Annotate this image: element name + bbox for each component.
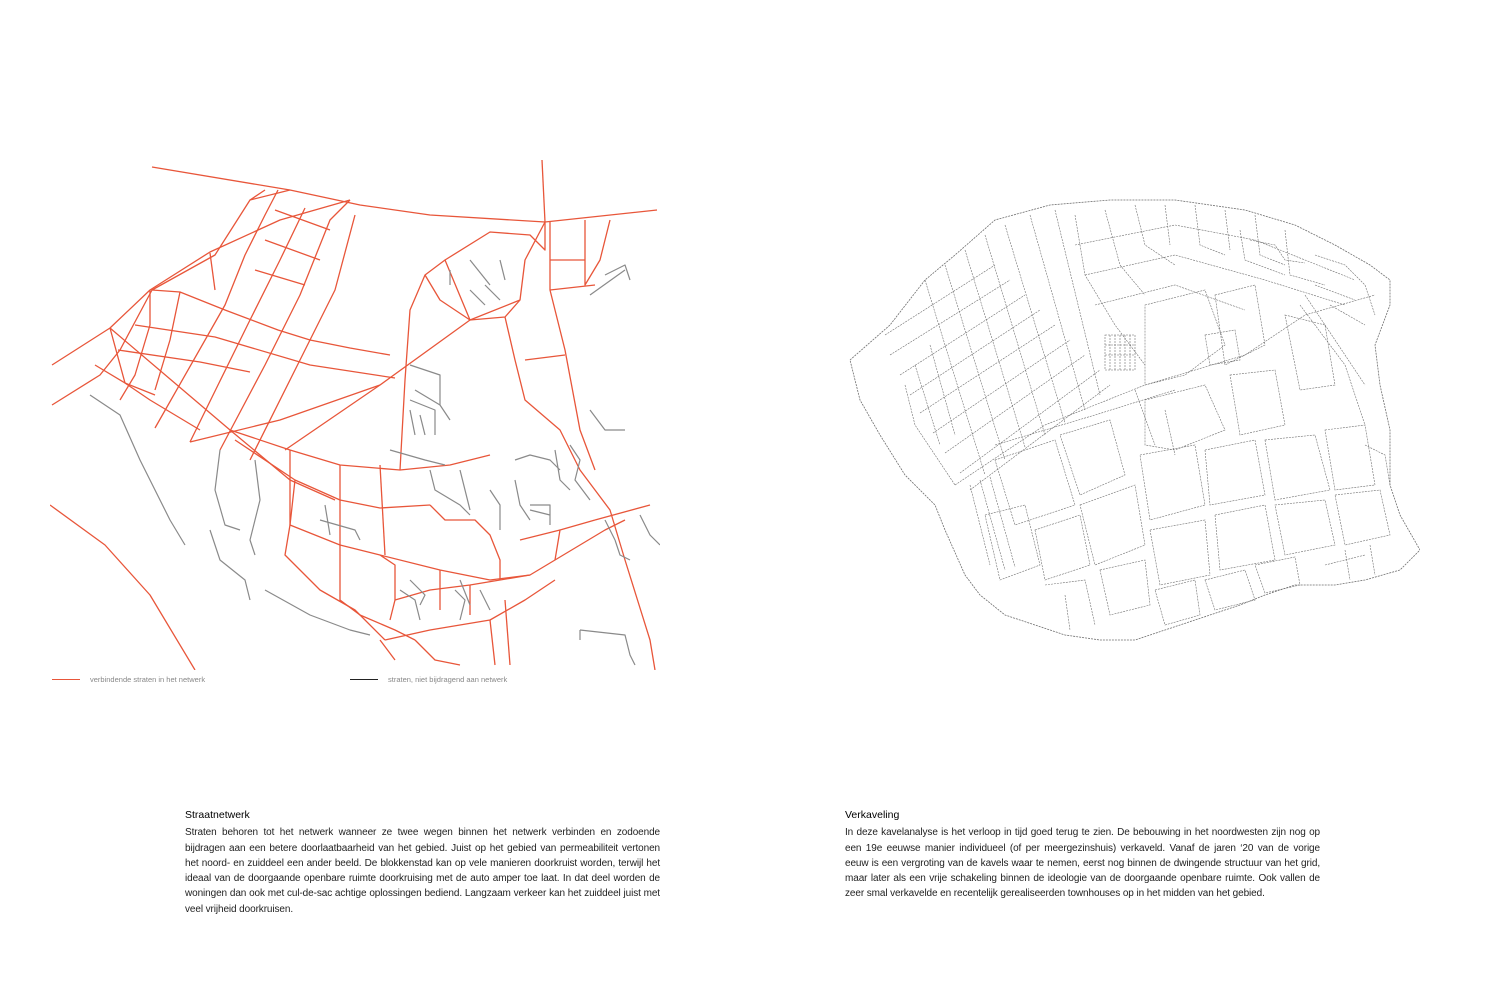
parcel-map <box>845 185 1420 645</box>
connecting-streets <box>50 160 657 670</box>
legend-non-network <box>350 675 507 684</box>
parcel-description <box>845 808 1320 902</box>
legend-red-swatch <box>52 679 80 680</box>
parcel-body: In deze kavelanalyse is het verloop in tijd goed terug te zien. De bebouwing in het noordwesten zijn nog op een 19e eeuwse manier individueel (of per meergezinshuis) verkaveld. Vanaf de jaren ‘20 van de vorige eeuw is een vergroting van de kavels waar te nemen, eerst nog binnen de dwingende structuur van het grid, maar later als een vrije schakeling binnen de ideologie van de doorgaande openbare ruimte. Ook vallen de zeer smal verkavelde en recentelijk gerealiseerden townhouses op in het midden van het gebied. <box>845 827 1320 900</box>
street-network-body: Straten behoren tot het netwerk wanneer ze twee wegen binnen het netwerk verbinden en zodoende bijdragen aan een betere doorlaatbaarheid van het gebied. Juist op het gebied van permeabiliteit vertonen het noord- en zuiddeel een ander beeld. De blokkenstad kan op vele manieren doorkruist worden, terwijl het ideaal van de doorgaande openbare ruimte doorkruising met de auto amper toe laat. In dat deel worden de woningen dan ook met cul-de-sac achtige oplossingen bediend. Langzaam verkeer kan het zuiddeel juist met veel vrijheid doorkruisen. <box>185 827 660 915</box>
street-network-title: Straatnetwerk <box>185 809 250 821</box>
legend-non-network-label: straten, niet bijdragend aan netwerk <box>388 675 508 684</box>
legend-grey-swatch <box>350 679 378 680</box>
legend-network <box>52 675 205 684</box>
parcels <box>885 205 1390 630</box>
street-network-description <box>185 808 660 917</box>
parcel-title: Verkaveling <box>845 809 900 821</box>
non-connecting-streets <box>90 260 660 665</box>
parcel-outline <box>850 200 1420 640</box>
street-network-map <box>50 160 660 670</box>
legend-network-label: verbindende straten in het netwerk <box>90 675 206 684</box>
